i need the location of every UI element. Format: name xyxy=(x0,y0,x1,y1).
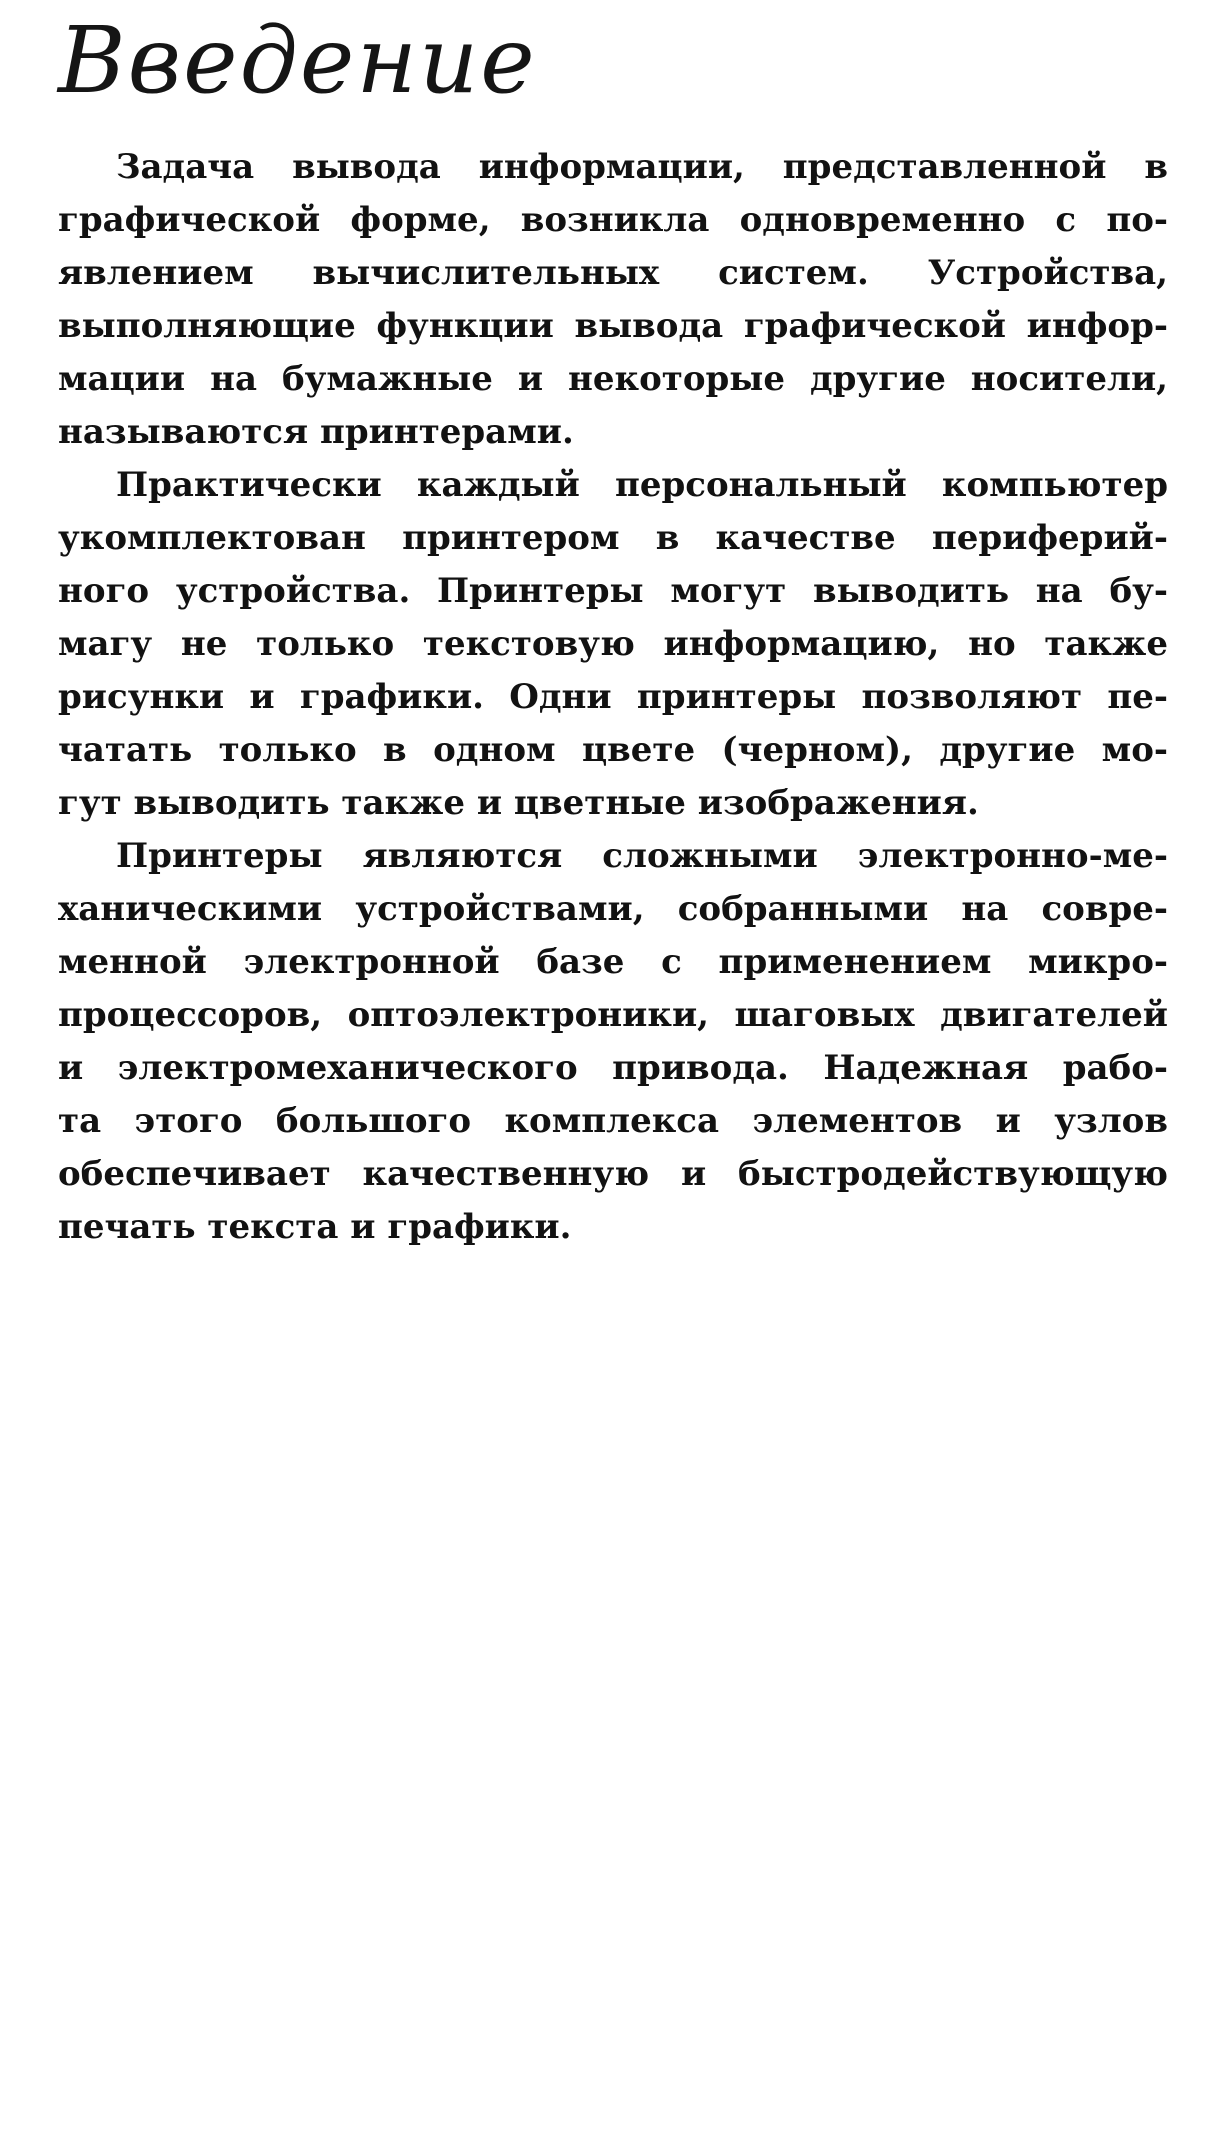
text-line: менной электронной базе с применением микро- xyxy=(58,942,1168,982)
text-line: явлением вычислительных систем. Устройства, xyxy=(58,253,1168,293)
text-line: обеспечивает качественную и быстродействующую xyxy=(58,1154,1168,1194)
text-line: ного устройства. Принтеры могут выводить на бу- xyxy=(58,571,1168,611)
paragraph-3 xyxy=(58,830,1168,1254)
text-line: и электромеханического привода. Надежная рабо- xyxy=(58,1048,1168,1088)
paragraph-2 xyxy=(58,459,1168,830)
body-text xyxy=(58,141,1168,1254)
text-line: Принтеры являются сложными электронно-ме- xyxy=(116,836,1168,876)
text-line: та этого большого комплекса элементов и узлов xyxy=(58,1101,1168,1141)
text-line: чатать только в одном цвете (черном), другие мо- xyxy=(58,730,1168,770)
text-line: рисунки и графики. Одни принтеры позволяют пе- xyxy=(58,677,1168,717)
text-line: называются принтерами. xyxy=(58,412,574,452)
text-line: ханическими устройствами, собранными на совре- xyxy=(58,889,1168,929)
text-line: графической форме, возникла одновременно с по- xyxy=(58,200,1168,240)
text-line: мации на бумажные и некоторые другие носители, xyxy=(58,359,1168,399)
text-line: магу не только текстовую информацию, но также xyxy=(58,624,1168,664)
text-line: укомплектован принтером в качестве периферий- xyxy=(58,518,1168,558)
text-line: Практически каждый персональный компьютер xyxy=(116,465,1168,505)
chapter-heading: Введение xyxy=(58,7,537,114)
text-line: процессоров, оптоэлектроники, шаговых двигателей xyxy=(58,995,1168,1035)
text-line: выполняющие функции вывода графической инфор- xyxy=(58,306,1168,346)
paragraph-1 xyxy=(58,141,1168,459)
text-line: Задача вывода информации, представленной в xyxy=(116,147,1168,187)
text-line: гут выводить также и цветные изображения. xyxy=(58,783,979,823)
text-line: печать текста и графики. xyxy=(58,1207,572,1247)
